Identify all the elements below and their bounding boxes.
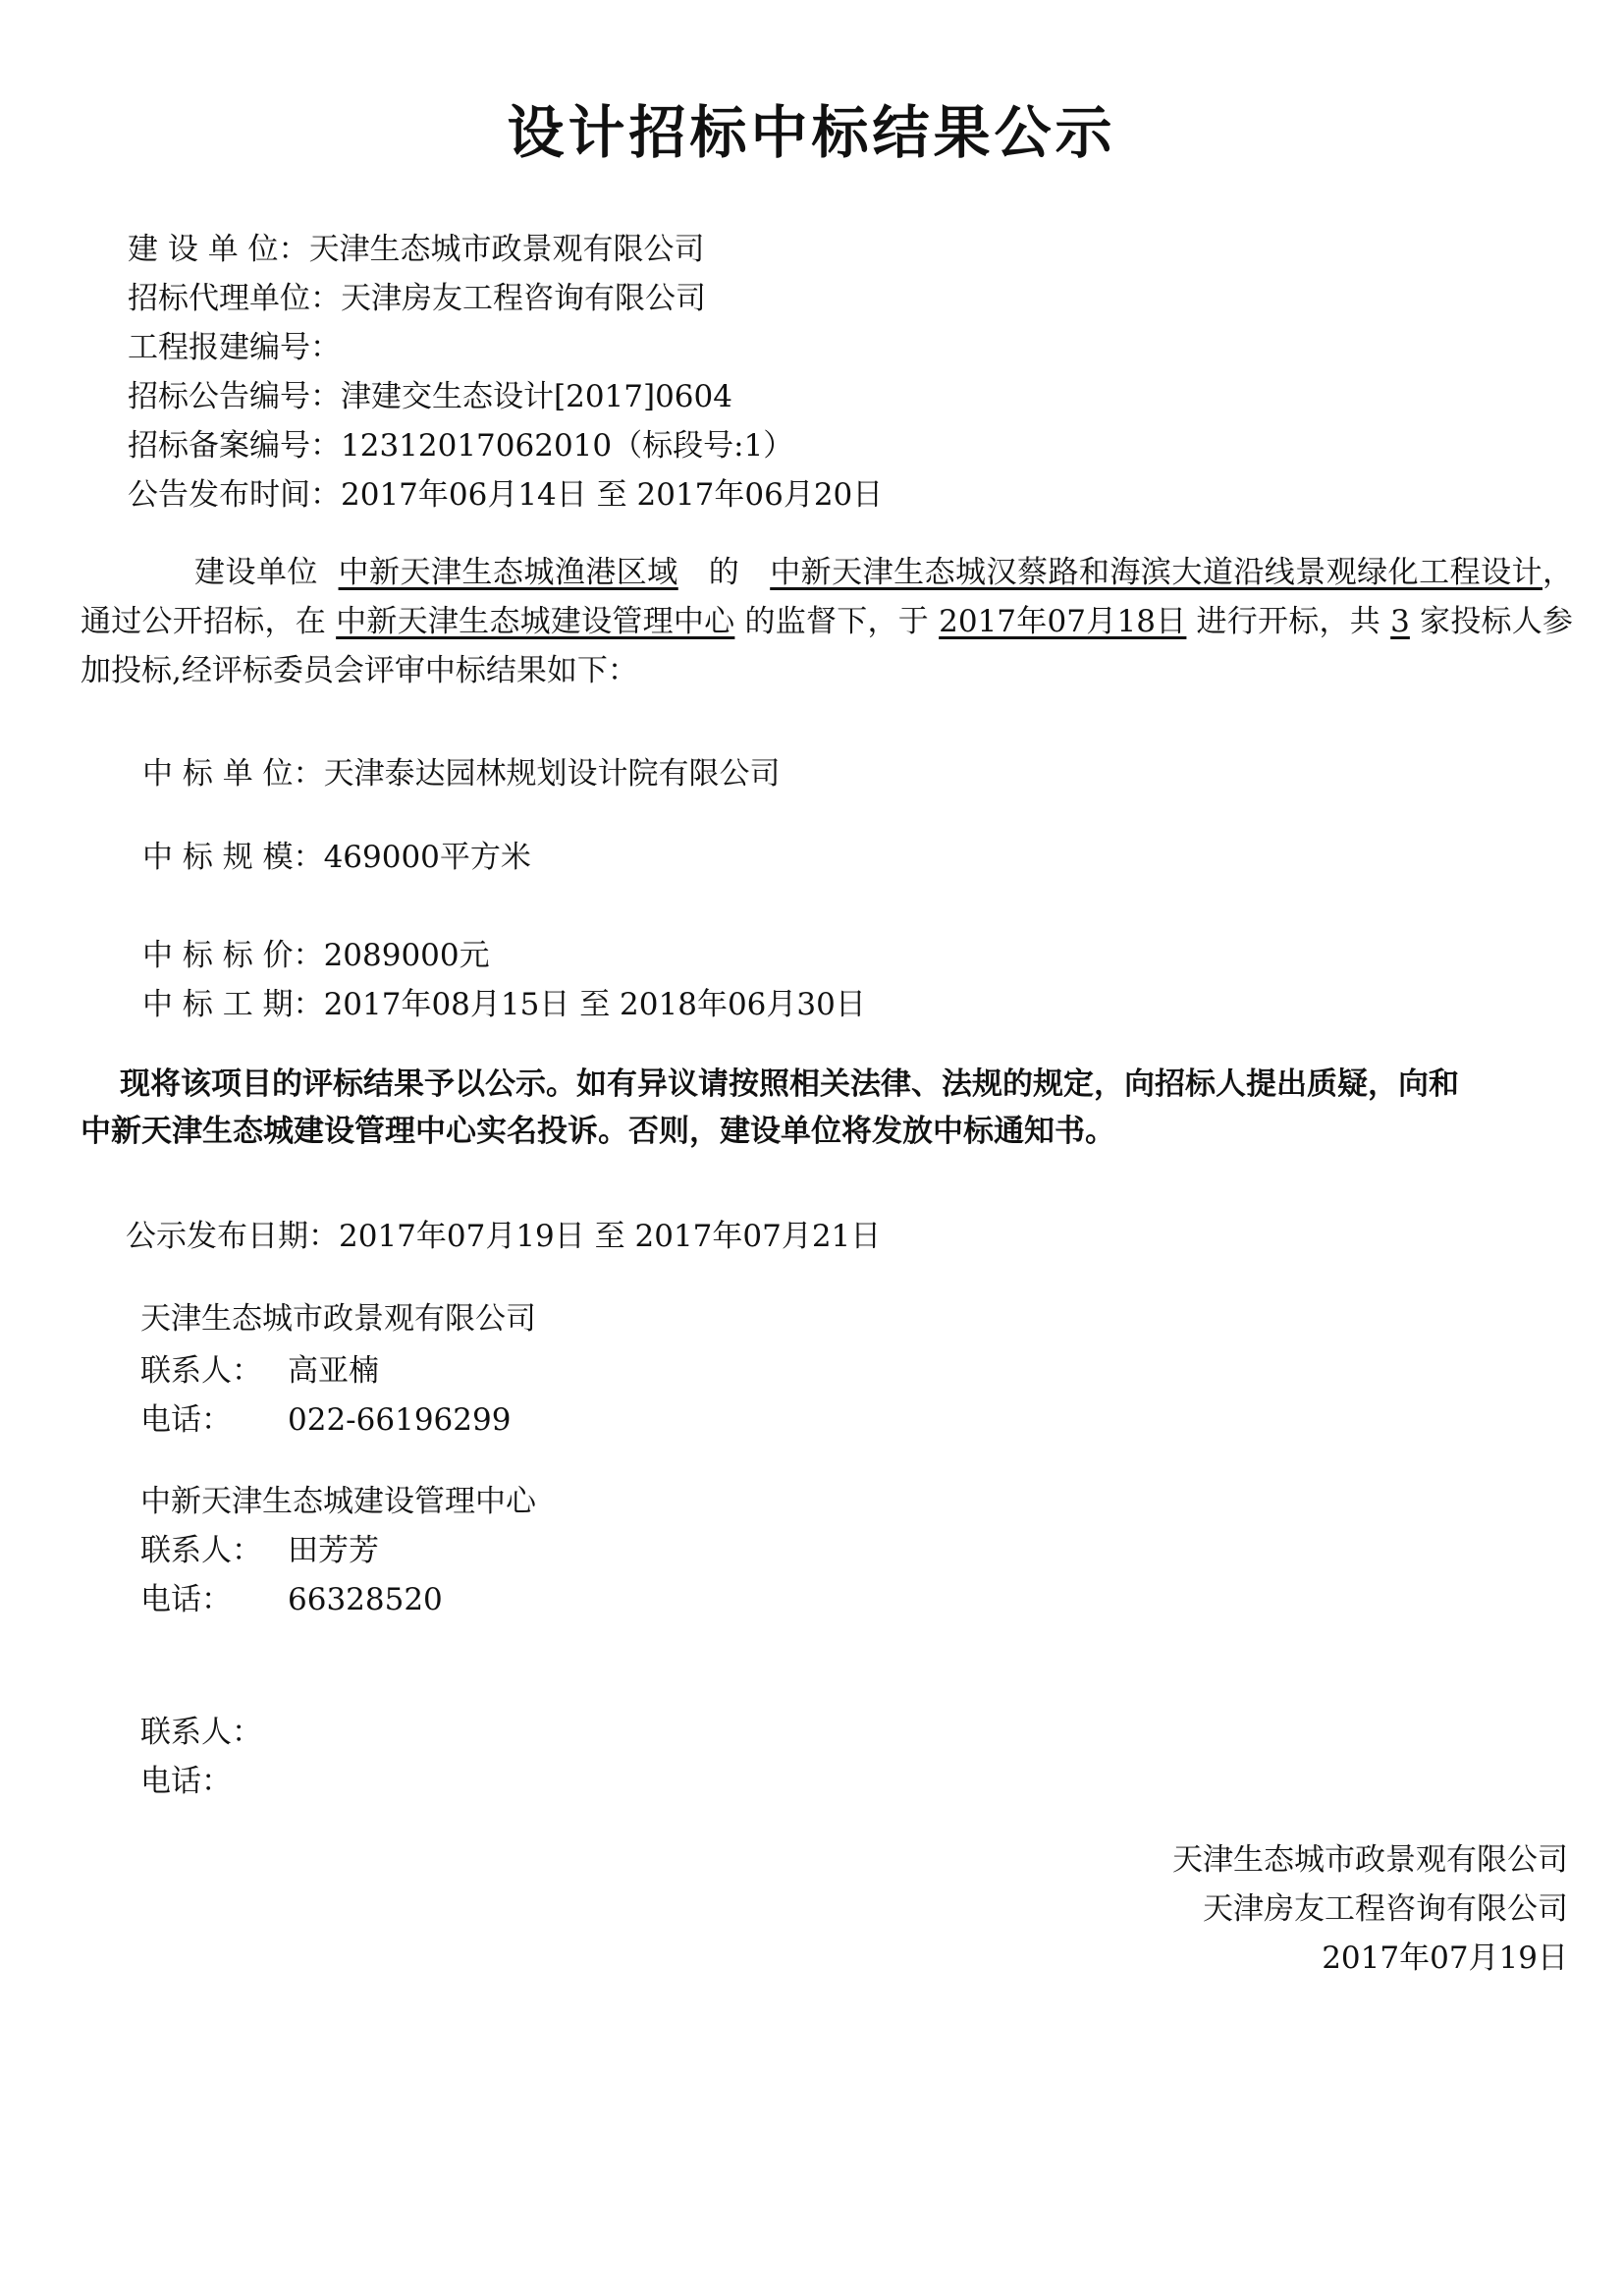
result-value: 2017年08月15日 至 2018年06月30日 xyxy=(323,987,866,1022)
contact-phone-label: 电话： xyxy=(140,1582,232,1617)
contact-phone-number: 66328520 xyxy=(288,1582,443,1617)
contact-person-label: 联系人： xyxy=(140,1353,262,1389)
signature-org-1: 天津生态城市政景观有限公司 xyxy=(1172,1842,1568,1878)
intro-open-date: 2017年07月18日 xyxy=(939,604,1187,639)
signature-date: 2017年07月19日 xyxy=(1322,1941,1568,1976)
field-label: 建 设 单 位： xyxy=(128,232,309,267)
publish-period xyxy=(126,1211,881,1255)
intro-text: 家投标人参加投标,经评标委员会评审中标结果如下： xyxy=(81,604,1574,688)
field-agency xyxy=(128,273,706,317)
field-value: 天津生态城市政景观有限公司 xyxy=(308,232,705,267)
intro-text: 的 xyxy=(708,555,740,590)
intro-text: ，通过公开招标，在 xyxy=(81,555,1574,639)
document-title: 设计招标中标结果公示 xyxy=(507,99,1116,166)
contact-person-label: 联系人： xyxy=(140,1533,262,1568)
result-scale xyxy=(142,832,531,876)
field-label: 招标公告编号： xyxy=(128,379,341,414)
intro-supervisor: 中新天津生态城建设管理中心 xyxy=(336,604,735,639)
intro-paragraph xyxy=(81,548,1573,695)
intro-bidder-count: 3 xyxy=(1390,604,1410,639)
field-label: 招标代理单位： xyxy=(128,281,341,316)
result-label: 中 标 工 期： xyxy=(142,987,324,1022)
publish-value: 2017年07月19日 至 2017年07月21日 xyxy=(339,1219,882,1254)
result-value: 2089000元 xyxy=(323,938,490,973)
contact-person-name: 田芳芳 xyxy=(288,1533,379,1568)
contact-person xyxy=(140,1525,379,1569)
field-label: 招标备案编号： xyxy=(128,428,341,464)
intro-region: 中新天津生态城渔港区域 xyxy=(338,555,678,590)
publish-label: 公示发布日期： xyxy=(126,1219,339,1254)
contact-person xyxy=(140,1345,379,1390)
field-value: 津建交生态设计[2017]0604 xyxy=(341,379,732,414)
contact-phone-label: 电话： xyxy=(140,1402,232,1438)
contact-phone xyxy=(140,1756,288,1800)
contact-person-name: 高亚楠 xyxy=(288,1353,379,1389)
field-value: 12312017062010（标段号:1） xyxy=(341,428,794,464)
result-duration xyxy=(142,979,866,1023)
contact-phone-number: 022-66196299 xyxy=(288,1402,512,1438)
contact-phone xyxy=(140,1574,443,1618)
intro-text: 建设单位 xyxy=(194,555,318,590)
intro-text: 进行开标，共 xyxy=(1196,604,1381,639)
contact-person xyxy=(140,1707,288,1751)
field-filing-number xyxy=(128,420,793,465)
field-construction-unit xyxy=(128,224,705,268)
contact-org: 天津生态城市政景观有限公司 xyxy=(140,1301,536,1337)
result-value: 天津泰达园林规划设计院有限公司 xyxy=(323,756,781,792)
notice-paragraph: 现将该项目的评标结果予以公示。如有异议请按照相关法律、法规的规定，向招标人提出质疑，向和中新天津生态城建设管理中心实名投诉。否则，建设单位将发放中标通知书。 xyxy=(81,1066,1459,1149)
field-project-number xyxy=(128,322,341,366)
contact-org: 中新天津生态城建设管理中心 xyxy=(140,1484,536,1519)
field-label: 工程报建编号： xyxy=(128,330,341,365)
contact-phone xyxy=(140,1394,511,1439)
result-value: 469000平方米 xyxy=(323,840,531,875)
contact-phone-label: 电话： xyxy=(140,1764,232,1799)
result-label: 中 标 规 模： xyxy=(142,840,324,875)
result-label: 中 标 标 价： xyxy=(142,938,324,973)
intro-text: 的监督下，于 xyxy=(744,604,930,639)
result-winner xyxy=(142,748,781,793)
result-price xyxy=(142,930,490,974)
field-announcement-period xyxy=(128,469,883,514)
field-value: 天津房友工程咨询有限公司 xyxy=(341,281,706,316)
result-label: 中 标 单 位： xyxy=(142,756,324,792)
field-announcement-number xyxy=(128,371,732,415)
signature-org-2: 天津房友工程咨询有限公司 xyxy=(1203,1891,1568,1927)
intro-project-name: 中新天津生态城汉蔡路和海滨大道沿线景观绿化工程设计 xyxy=(770,555,1543,590)
field-label: 公告发布时间： xyxy=(128,477,341,513)
contact-person-label: 联系人： xyxy=(140,1715,262,1750)
field-value: 2017年06月14日 至 2017年06月20日 xyxy=(341,477,884,513)
